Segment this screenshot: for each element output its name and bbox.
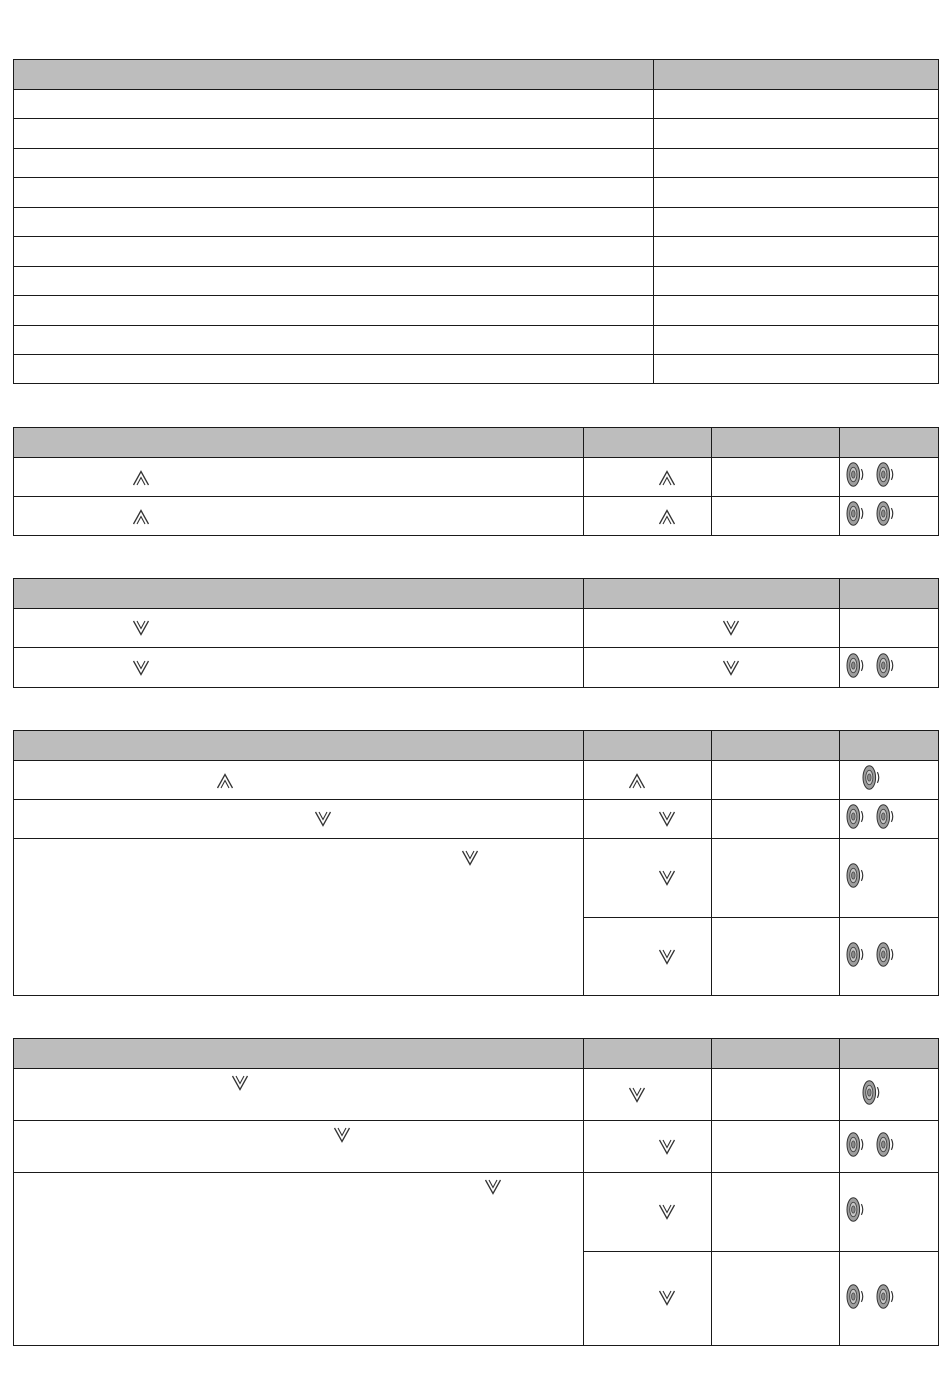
table-row	[14, 648, 939, 688]
down-arrow-icon	[132, 660, 150, 676]
table-cell	[654, 119, 939, 149]
table-row	[14, 237, 939, 267]
table-cell	[712, 1069, 840, 1121]
header-cell	[584, 1039, 712, 1069]
header-cell	[584, 731, 712, 761]
table-cell	[712, 918, 840, 996]
table-row	[14, 267, 939, 296]
table-row	[14, 458, 939, 497]
table-cell	[584, 1173, 712, 1252]
down-arrow-icon	[658, 870, 676, 886]
table-cell	[14, 296, 654, 326]
speaker-icon	[876, 1131, 896, 1158]
table-cell	[584, 918, 712, 996]
table-4	[13, 730, 939, 996]
table-cell	[14, 326, 654, 355]
table-cell	[14, 1069, 584, 1121]
table-header-row	[14, 731, 939, 761]
header-cell	[840, 1039, 939, 1069]
table-cell	[14, 839, 584, 996]
table-cell	[840, 648, 939, 688]
down-arrow-icon	[132, 620, 150, 636]
table-row	[14, 90, 939, 119]
table-cell	[14, 761, 584, 800]
table-cell	[840, 761, 939, 800]
down-arrow-icon	[484, 1179, 502, 1195]
table-2	[13, 427, 939, 536]
speaker-icon	[846, 862, 866, 889]
table-cell	[654, 208, 939, 237]
speaker-icon	[846, 1196, 866, 1223]
up-arrow-icon	[132, 509, 150, 525]
header-cell	[840, 731, 939, 761]
table-cell	[654, 90, 939, 119]
table-row	[14, 326, 939, 355]
table-cell	[14, 497, 584, 536]
table-cell	[14, 90, 654, 119]
header-cell	[14, 731, 584, 761]
table-cell	[584, 1121, 712, 1173]
table-cell	[584, 1252, 712, 1346]
table-cell	[712, 458, 840, 497]
header-cell	[14, 428, 584, 458]
table-row	[14, 208, 939, 237]
table-cell	[14, 609, 584, 648]
table-cell	[584, 761, 712, 800]
table-row	[14, 1121, 939, 1173]
table-cell	[14, 458, 584, 497]
speaker-icon	[846, 1283, 866, 1310]
table-1	[13, 59, 939, 384]
down-arrow-icon	[628, 1087, 646, 1103]
speaker-icon	[876, 1283, 896, 1310]
table-cell	[14, 178, 654, 208]
table-header-row	[14, 428, 939, 458]
speaker-icon	[846, 652, 866, 679]
speaker-icon	[876, 461, 896, 488]
speaker-icon	[846, 803, 866, 830]
down-arrow-icon	[231, 1075, 249, 1091]
table-row	[14, 497, 939, 536]
down-arrow-icon	[461, 850, 479, 866]
up-arrow-icon	[216, 773, 234, 789]
table-cell	[840, 458, 939, 497]
table-cell	[712, 497, 840, 536]
table-cell	[584, 497, 712, 536]
table-cell	[712, 839, 840, 918]
table-cell	[14, 149, 654, 178]
header-cell	[840, 579, 939, 609]
table-5	[13, 1038, 939, 1346]
table-row	[14, 119, 939, 149]
table-cell	[14, 267, 654, 296]
table-cell	[840, 918, 939, 996]
down-arrow-icon	[333, 1127, 351, 1143]
table-row	[14, 1173, 939, 1252]
header-cell	[14, 579, 584, 609]
table-cell	[840, 839, 939, 918]
header-cell	[14, 1039, 584, 1069]
table-cell	[584, 648, 840, 688]
table-cell	[584, 609, 840, 648]
table-row	[14, 839, 939, 918]
up-arrow-icon	[658, 470, 676, 486]
speaker-icon	[876, 941, 896, 968]
table-cell	[840, 609, 939, 648]
table-cell	[14, 237, 654, 267]
down-arrow-icon	[722, 660, 740, 676]
table-3	[13, 578, 939, 688]
table-cell	[712, 1121, 840, 1173]
table-cell	[654, 178, 939, 208]
table-row	[14, 609, 939, 648]
table-cell	[840, 1173, 939, 1252]
table-row	[14, 1069, 939, 1121]
header-cell	[712, 428, 840, 458]
table-cell	[712, 800, 840, 839]
table-cell	[14, 648, 584, 688]
speaker-icon	[846, 500, 866, 527]
table-row	[14, 355, 939, 384]
speaker-icon	[876, 803, 896, 830]
table-cell	[14, 1173, 584, 1346]
table-row	[14, 149, 939, 178]
down-arrow-icon	[314, 811, 332, 827]
table-cell	[584, 800, 712, 839]
down-arrow-icon	[658, 1290, 676, 1306]
table-cell	[14, 800, 584, 839]
table-cell	[654, 237, 939, 267]
speaker-icon	[846, 941, 866, 968]
table-cell	[840, 1121, 939, 1173]
table-header-row	[14, 579, 939, 609]
up-arrow-icon	[658, 509, 676, 525]
table-cell	[712, 1173, 840, 1252]
down-arrow-icon	[658, 1204, 676, 1220]
header-cell	[712, 731, 840, 761]
table-header-row	[14, 60, 939, 90]
speaker-icon	[846, 461, 866, 488]
table-cell	[840, 1069, 939, 1121]
table-row	[14, 178, 939, 208]
table-cell	[14, 208, 654, 237]
table-cell	[840, 800, 939, 839]
table-row	[14, 800, 939, 839]
speaker-icon	[862, 764, 882, 791]
table-cell	[584, 1069, 712, 1121]
header-cell	[584, 428, 712, 458]
table-cell	[14, 1121, 584, 1173]
down-arrow-icon	[658, 1139, 676, 1155]
speaker-icon	[846, 1131, 866, 1158]
header-cell	[840, 428, 939, 458]
header-cell	[712, 1039, 840, 1069]
table-cell	[712, 1252, 840, 1346]
speaker-icon	[876, 652, 896, 679]
table-header-row	[14, 1039, 939, 1069]
up-arrow-icon	[132, 470, 150, 486]
table-cell	[14, 355, 654, 384]
down-arrow-icon	[658, 811, 676, 827]
speaker-icon	[862, 1079, 882, 1106]
table-cell	[584, 458, 712, 497]
table-cell	[584, 839, 712, 918]
down-arrow-icon	[722, 620, 740, 636]
up-arrow-icon	[628, 773, 646, 789]
table-cell	[840, 1252, 939, 1346]
speaker-icon	[876, 500, 896, 527]
down-arrow-icon	[658, 949, 676, 965]
table-cell	[654, 296, 939, 326]
table-cell	[654, 267, 939, 296]
table-row	[14, 296, 939, 326]
table-cell	[840, 497, 939, 536]
header-cell	[584, 579, 840, 609]
table-cell	[654, 149, 939, 178]
table-cell	[654, 355, 939, 384]
table-cell	[712, 761, 840, 800]
table-cell	[654, 326, 939, 355]
header-cell	[654, 60, 939, 90]
header-cell	[14, 60, 654, 90]
table-row	[14, 761, 939, 800]
table-cell	[14, 119, 654, 149]
